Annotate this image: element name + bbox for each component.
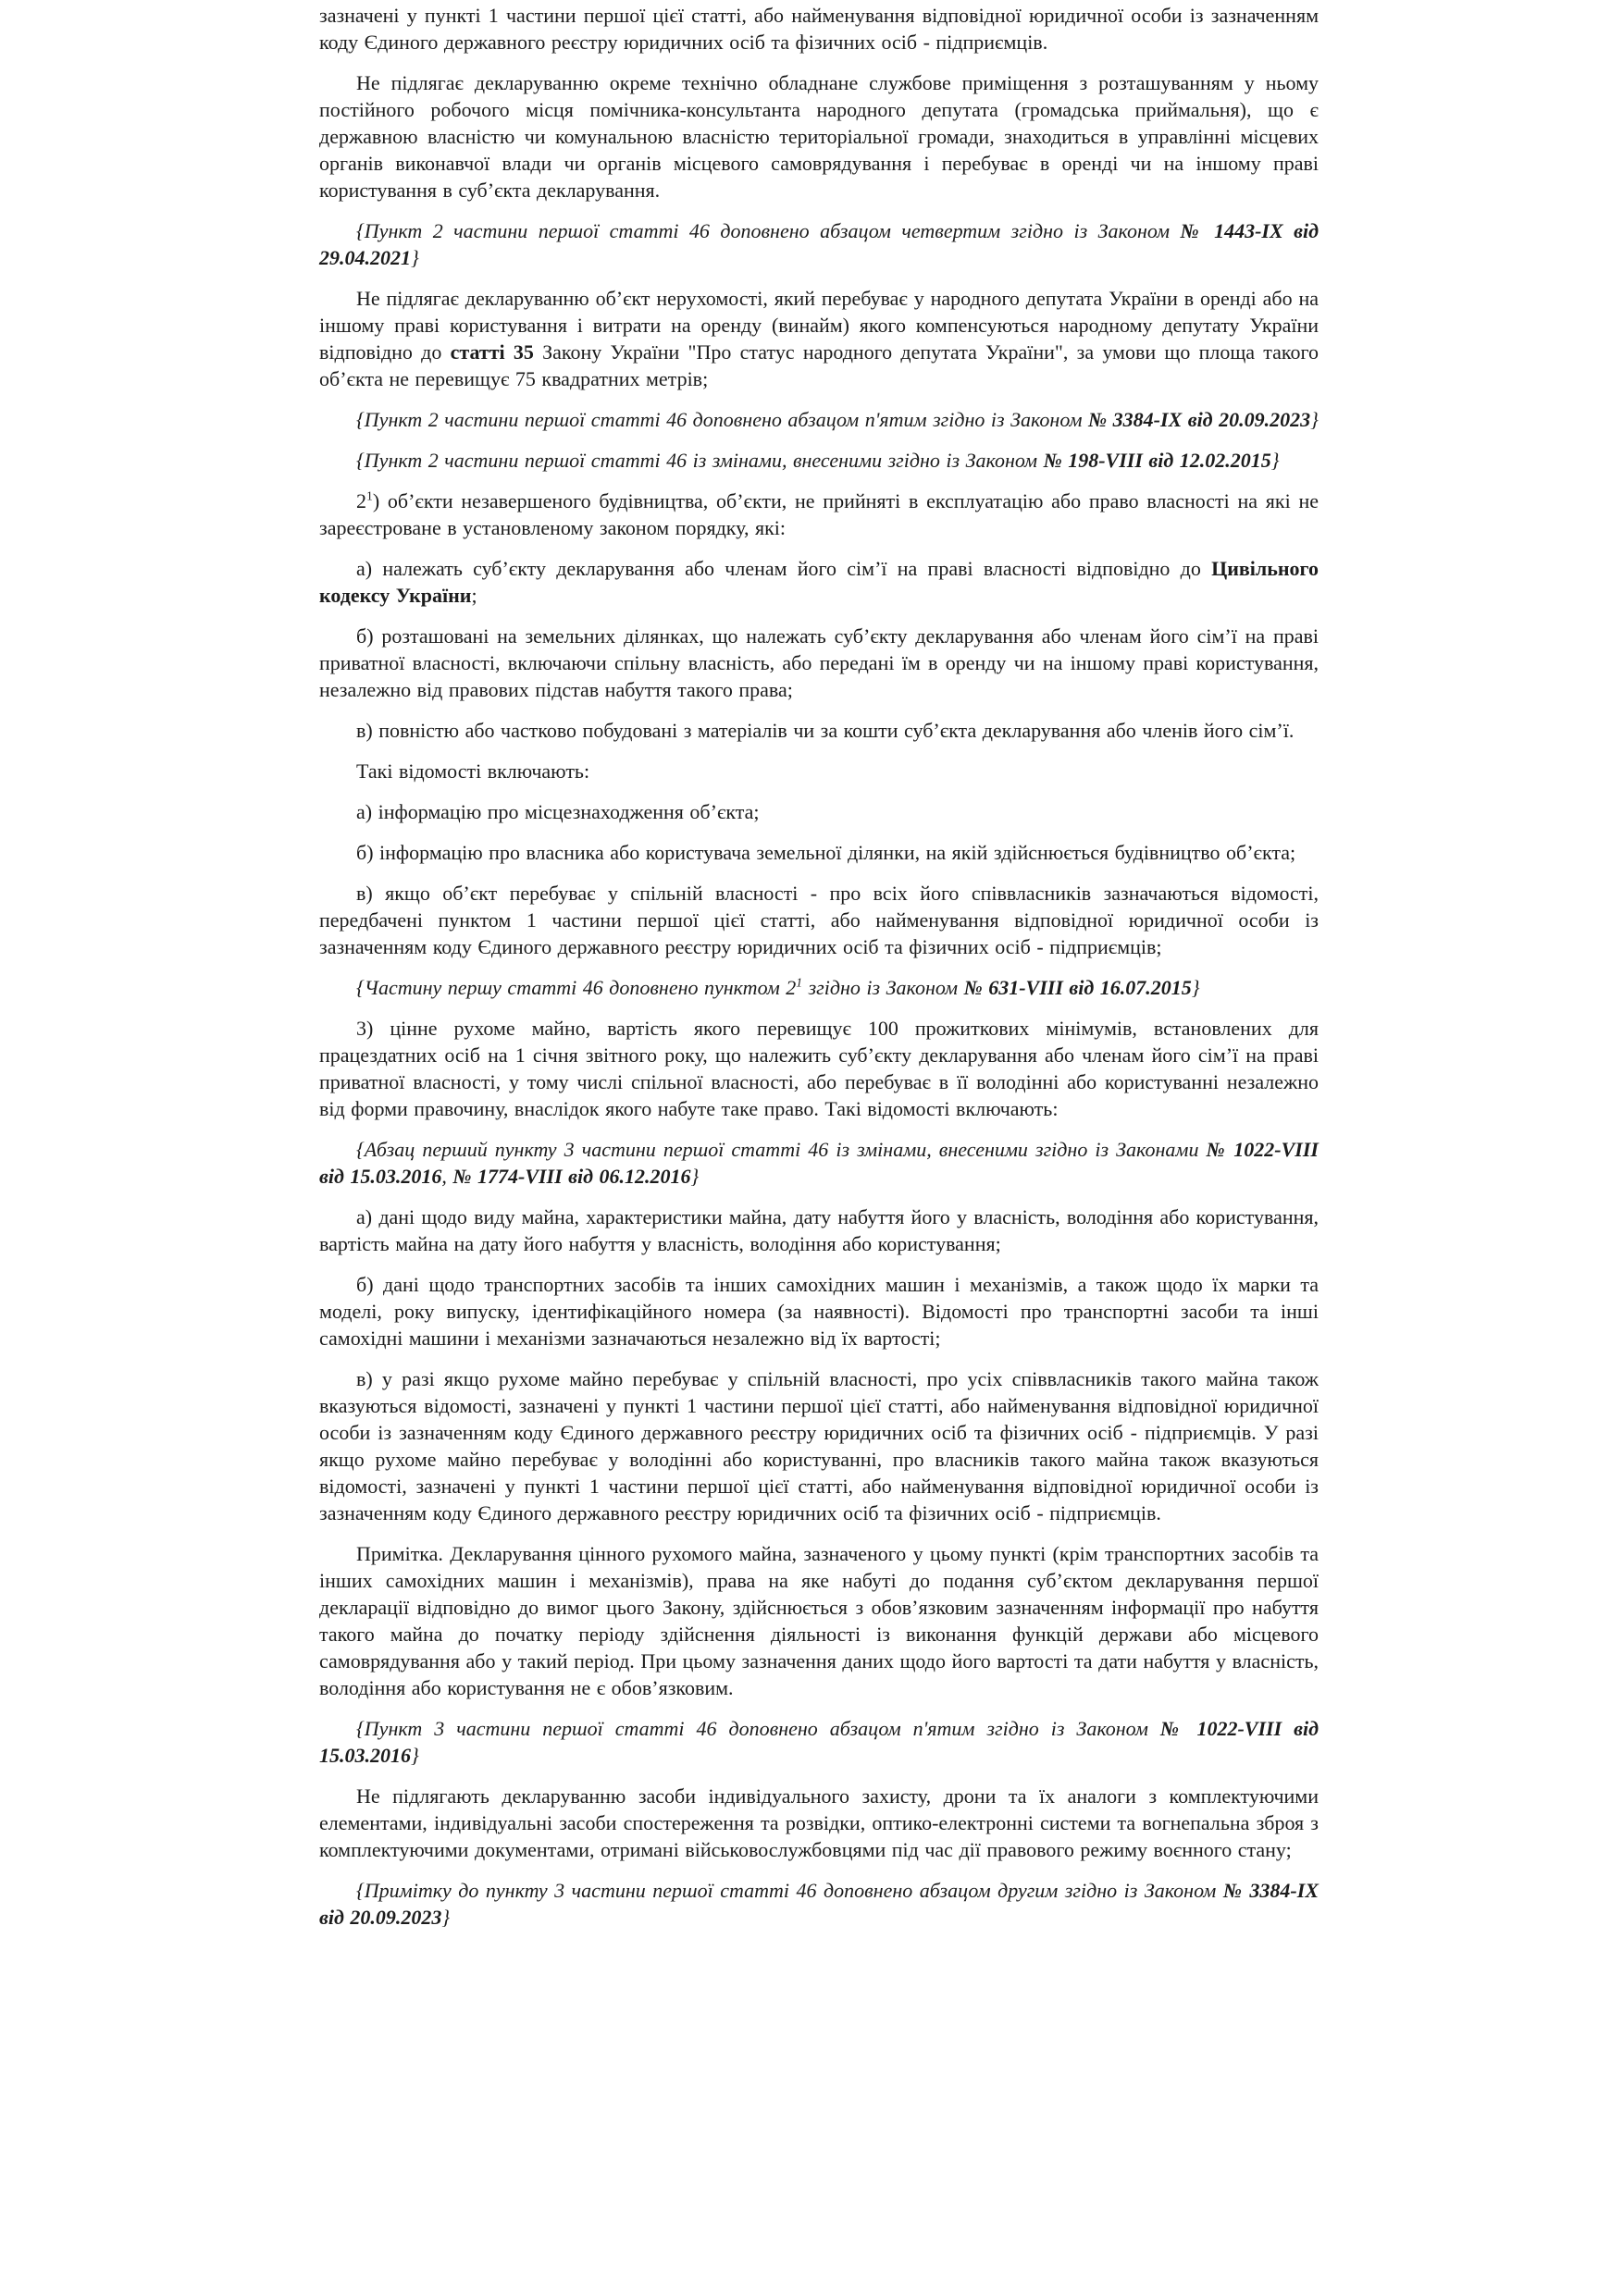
document-body [319, 2, 1319, 1944]
superscript-index: 1 [796, 975, 803, 990]
paragraph [319, 285, 1319, 392]
text-run: Не підлягає декларуванню окреме технічно обладнане службове приміщення з розташуванням у ньому постійного робочого місця помічника-консультанта народного депутата (громадська приймальня), що є державною власністю чи комунальною власністю територіальної громади, знаходиться в управлінні місцевих органів виконавчої влади чи органів місцевого самоврядування і перебуває в оренді чи на іншому праві користування в суб’єкта декларування. [319, 71, 1319, 202]
law-link[interactable]: № 1774-VIII від 06.12.2016 [452, 1165, 691, 1188]
text-run: } [411, 246, 419, 269]
text-run: Такі відомості включають: [356, 759, 590, 783]
amendment-note [319, 1877, 1319, 1931]
text-run: Примітка. Декларування цінного рухомого майна, зазначеного у цьому пункті (крім транспортних засобів та інших самохідних машин і механізмів), права на яке набуті до подання суб’єктом декларування першої декларації відповідно до вимог цього Закону, здійснюється з обов’язковим зазначенням інформації про набуття такого майна до початку періоду здійснення діяльності із виконання функцій держави або місцевого самоврядування або у такий період. При цьому зазначення даних щодо його вартості та дати набуття у власність, володіння або користування не є обов’язковим. [319, 1542, 1319, 1699]
text-run: } [1270, 449, 1280, 472]
law-link[interactable]: № 3384-IX від 20.09.2023 [1088, 408, 1311, 431]
paragraph [319, 1365, 1319, 1526]
text-run: а) дані щодо виду майна, характеристики майна, дату набуття його у власність, володіння або користування, вартість майна на дату його набуття у власність, володіння або користування; [319, 1205, 1319, 1255]
text-run: а) інформацію про місцезнаходження об’єкта; [356, 800, 760, 823]
text-run: б) розташовані на земельних ділянках, що належать суб’єкту декларування або членам його сім’ї на праві приватної власності, включаючи спільну власність, або передані їм в оренду чи на іншому праві користування, незалежно від правових підстав набуття такого права; [319, 624, 1319, 701]
text-run: в) якщо об’єкт перебуває у спільній власності - про всіх його співвласників зазначаються відомості, передбачені пунктом 1 частини першої цієї статті, або найменування відповідної юридичної особи із зазначенням коду Єдиного державного реєстру юридичних осіб та фізичних осіб - підприємців; [319, 882, 1319, 958]
paragraph [319, 758, 1319, 784]
text-run: {Пункт 2 частини першої статті 46 доповнено абзацом п'ятим згідно із Законом [356, 408, 1089, 431]
text-run: {Частину першу статті 46 доповнено пунктом 2 [356, 976, 797, 999]
text-run: } [690, 1165, 700, 1188]
amendment-note [319, 1715, 1319, 1769]
text-run: б) інформацію про власника або користувача земельної ділянки, на якій здійснюється будівництво об’єкта; [356, 841, 1296, 864]
superscript-index: 1 [366, 488, 373, 503]
text-run: а) належать суб’єкту декларування або членам його сім’ї на праві власності відповідно до [356, 557, 1212, 580]
paragraph [319, 2, 1319, 56]
text-run: {Примітку до пункту 3 частини першої статті 46 доповнено абзацом другим згідно із Законом [356, 1879, 1223, 1902]
text-run: } [441, 1906, 451, 1929]
text-run: } [1310, 408, 1319, 431]
amendment-note [319, 447, 1319, 474]
text-run: } [1191, 976, 1200, 999]
amendment-note [319, 1136, 1319, 1190]
amendment-note [319, 974, 1319, 1001]
text-run: Закону України "Про статус народного депутата України", за умови що площа такого об’єкта не перевищує 75 квадратних метрів; [319, 340, 1319, 390]
text-run: Не підлягають декларуванню засоби індивідуального захисту, дрони та їх аналоги з комплектуючими елементами, індивідуальні засоби спостереження та розвідки, оптико-електронні системи та вогнепальна зброя з комплектуючими документами, отримані військовослужбовцями під час дії правового режиму воєнного стану; [319, 1784, 1319, 1861]
text-run: 2 [356, 489, 366, 512]
amendment-note [319, 406, 1319, 433]
law-link[interactable]: статті 35 [450, 340, 534, 364]
text-run: ; [471, 584, 477, 607]
paragraph [319, 717, 1319, 744]
text-run: {Абзац перший пункту 3 частини першої статті 46 із змінами, внесеними згідно із Законами [356, 1138, 1207, 1161]
law-link[interactable]: № 1443-IX від 29.04.2021 [319, 219, 1319, 269]
paragraph [319, 555, 1319, 609]
law-link[interactable]: № 631-VIII від 16.07.2015 [963, 976, 1192, 999]
paragraph [319, 623, 1319, 703]
paragraph [319, 488, 1319, 541]
paragraph [319, 880, 1319, 960]
amendment-note [319, 217, 1319, 271]
text-run: {Пункт 2 частини першої статті 46 доповнено абзацом четвертим згідно із Законом [356, 219, 1181, 242]
paragraph [319, 798, 1319, 825]
text-run: {Пункт 3 частини першої статті 46 доповнено абзацом п'ятим згідно із Законом [356, 1717, 1160, 1740]
paragraph [319, 1015, 1319, 1122]
paragraph [319, 839, 1319, 866]
paragraph [319, 1204, 1319, 1257]
text-run: згідно із Законом [802, 976, 964, 999]
text-run: } [411, 1744, 419, 1767]
paragraph [319, 69, 1319, 204]
law-link[interactable]: Цивільного кодексу України [319, 557, 1319, 607]
text-run: 3) цінне рухоме майно, вартість якого перевищує 100 прожиткових мінімумів, встановлених для працездатних осіб на 1 січня звітного року, що належить суб’єкту декларування або членам його сім’ї на праві приватної власності, у тому числі спільної власності, або перебуває в її володінні або користуванні незалежно від форми правочину, внаслідок якого набуте таке право. Такі відомості включають: [319, 1017, 1319, 1120]
law-link[interactable]: № 1022-VIII від 15.03.2016 [319, 1138, 1319, 1188]
text-run: ) об’єкти незавершеного будівництва, об’єкти, не прийняті в експлуатацію або право власності на які не зареєстроване в установленому законом порядку, які: [319, 489, 1319, 539]
text-run: зазначені у пункті 1 частини першої цієї статті, або найменування відповідної юридичної особи із зазначенням коду Єдиного державного реєстру юридичних осіб та фізичних осіб - підприємців. [319, 4, 1319, 54]
text-run: , [441, 1165, 453, 1188]
text-run: {Пункт 2 частини першої статті 46 із змінами, внесеними згідно із Законом [356, 449, 1044, 472]
paragraph [319, 1540, 1319, 1701]
paragraph [319, 1271, 1319, 1352]
text-run: Не підлягає декларуванню об’єкт нерухомості, який перебуває у народного депутата України в оренді або на іншому праві користування і витрати на оренду (винайм) якого компенсуються народному депутату України відповідно до [319, 287, 1319, 364]
paragraph [319, 1783, 1319, 1863]
law-link[interactable]: № 198-VIII від 12.02.2015 [1043, 449, 1271, 472]
text-run: б) дані щодо транспортних засобів та інших самохідних машин і механізмів, а також щодо їх марки та моделі, року випуску, ідентифікаційного номера (за наявності). Відомості про транспортні засоби та інші самохідні машини і механізми зазначаються незалежно від їх вартості; [319, 1273, 1319, 1350]
text-run: в) повністю або частково побудовані з матеріалів чи за кошти суб’єкта декларування або членів його сім’ї. [356, 719, 1295, 742]
law-link[interactable]: № 1022-VIII від 15.03.2016 [319, 1717, 1319, 1767]
text-run: в) у разі якщо рухоме майно перебуває у спільній власності, про усіх співвласників такого майна також вказуються відомості, зазначені у пункті 1 частини першої цієї статті, або найменування відповідної юридичної особи із зазначенням коду Єдиного державного реєстру юридичних осіб та фізичних осіб - підприємців. У разі якщо рухоме майно перебуває у володінні або користуванні, про власників такого майна також вказуються відомості, зазначені у пункті 1 частини першої цієї статті, або найменування відповідної юридичної особи із зазначенням коду Єдиного державного реєстру юридичних осіб та фізичних осіб - підприємців. [319, 1367, 1319, 1524]
law-link[interactable]: № 3384-IX від 20.09.2023 [319, 1879, 1319, 1929]
